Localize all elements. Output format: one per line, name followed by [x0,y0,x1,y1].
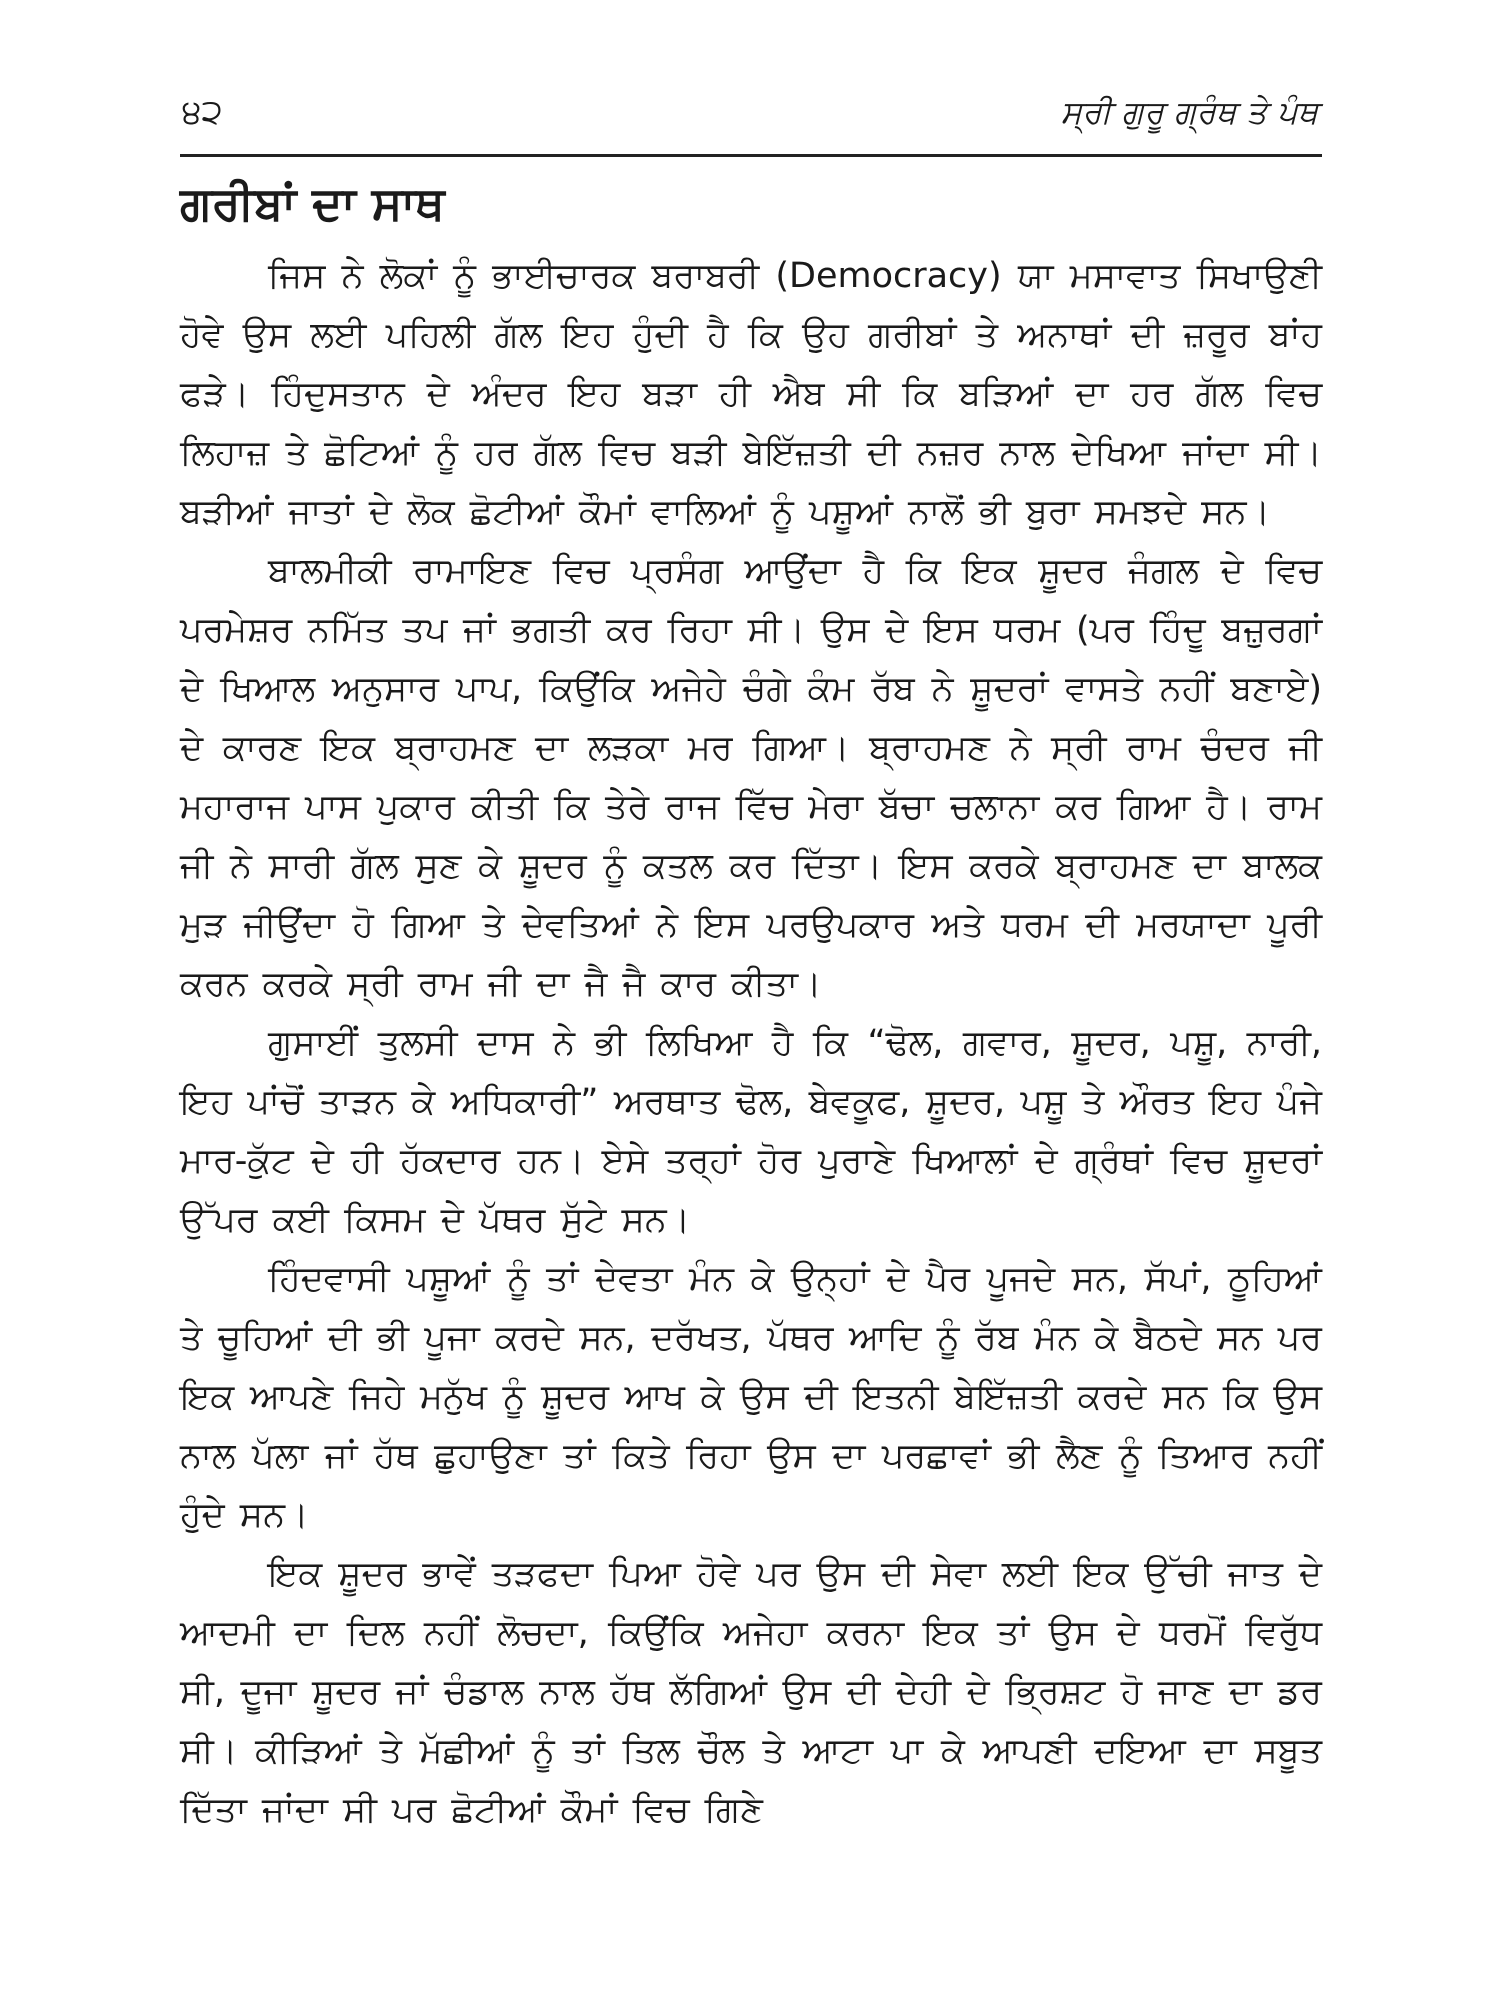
paragraph: ਬਾਲਮੀਕੀ ਰਾਮਾਇਣ ਵਿਚ ਪ੍ਰਸੰਗ ਆਉਂਦਾ ਹੈ ਕਿ ਇਕ ਸ਼ੂਦਰ ਜੰਗਲ ਦੇ ਵਿਚ ਪਰਮੇਸ਼ਰ ਨਮਿੱਤ ਤਪ ਜਾਂ ਭਗਤੀ ਕਰ ਰਿਹਾ ਸੀ। ਉਸ ਦੇ ਇਸ ਧਰਮ (ਪਰ ਹਿੰਦੂ ਬਜ਼ੁਰਗਾਂ ਦੇ ਖਿਆਲ ਅਨੁਸਾਰ ਪਾਪ, ਕਿਉਂਕਿ ਅਜੇਹੇ ਚੰਗੇ ਕੰਮ ਰੱਬ ਨੇ ਸ਼ੂਦਰਾਂ ਵਾਸਤੇ ਨਹੀਂ ਬਣਾਏ) ਦੇ ਕਾਰਣ ਇਕ ਬ੍ਰਾਹਮਣ ਦਾ ਲੜਕਾ ਮਰ ਗਿਆ। ਬ੍ਰਾਹਮਣ ਨੇ ਸ੍ਰੀ ਰਾਮ ਚੰਦਰ ਜੀ ਮਹਾਰਾਜ ਪਾਸ ਪੁਕਾਰ ਕੀਤੀ ਕਿ ਤੇਰੇ ਰਾਜ ਵਿੱਚ ਮੇਰਾ ਬੱਚਾ ਚਲਾਨਾ ਕਰ ਗਿਆ ਹੈ। ਰਾਮ ਜੀ ਨੇ ਸਾਰੀ ਗੱਲ ਸੁਣ ਕੇ ਸ਼ੂਦਰ ਨੂੰ ਕਤਲ ਕਰ ਦਿੱਤਾ। ਇਸ ਕਰਕੇ ਬ੍ਰਾਹਮਣ ਦਾ ਬਾਲਕ ਮੁੜ ਜੀਉਂਦਾ ਹੋ ਗਿਆ ਤੇ ਦੇਵਤਿਆਂ ਨੇ ਇਸ ਪਰਉਪਕਾਰ ਅਤੇ ਧਰਮ ਦੀ ਮਰਯਾਦਾ ਪੂਰੀ ਕਰਨ ਕਰਕੇ ਸ੍ਰੀ ਰਾਮ ਜੀ ਦਾ ਜੈ ਜੈ ਕਾਰ ਕੀਤਾ। [180,551,1322,1004]
running-header [180,88,1322,144]
paragraph: ਜਿਸ ਨੇ ਲੋਕਾਂ ਨੂੰ ਭਾਈਚਾਰਕ ਬਰਾਬਰੀ (Democracy) ਯਾ ਮਸਾਵਾਤ ਸਿਖਾਉਣੀ ਹੋਵੇ ਉਸ ਲਈ ਪਹਿਲੀ ਗੱਲ ਇਹ ਹੁੰਦੀ ਹੈ ਕਿ ਉਹ ਗਰੀਬਾਂ ਤੇ ਅਨਾਥਾਂ ਦੀ ਜ਼ਰੂਰ ਬਾਂਹ ਫੜੇ। ਹਿੰਦੁਸਤਾਨ ਦੇ ਅੰਦਰ ਇਹ ਬੜਾ ਹੀ ਐਬ ਸੀ ਕਿ ਬੜਿਆਂ ਦਾ ਹਰ ਗੱਲ ਵਿਚ ਲਿਹਾਜ਼ ਤੇ ਛੋਟਿਆਂ ਨੂੰ ਹਰ ਗੱਲ ਵਿਚ ਬੜੀ ਬੇਇੱਜ਼ਤੀ ਦੀ ਨਜ਼ਰ ਨਾਲ ਦੇਖਿਆ ਜਾਂਦਾ ਸੀ। ਬੜੀਆਂ ਜਾਤਾਂ ਦੇ ਲੋਕ ਛੋਟੀਆਂ ਕੌਮਾਂ ਵਾਲਿਆਂ ਨੂੰ ਪਸ਼ੂਆਂ ਨਾਲੋਂ ਭੀ ਬੁਰਾ ਸਮਝਦੇ ਸਨ। [180,256,1322,532]
body-text [180,247,1322,1840]
paragraph: ਹਿੰਦਵਾਸੀ ਪਸ਼ੂਆਂ ਨੂੰ ਤਾਂ ਦੇਵਤਾ ਮੰਨ ਕੇ ਉਨ੍ਹਾਂ ਦੇ ਪੈਰ ਪੂਜਦੇ ਸਨ, ਸੱਪਾਂ, ਠੂਹਿਆਂ ਤੇ ਚੂਹਿਆਂ ਦੀ ਭੀ ਪੂਜਾ ਕਰਦੇ ਸਨ, ਦਰੱਖਤ, ਪੱਥਰ ਆਦਿ ਨੂੰ ਰੱਬ ਮੰਨ ਕੇ ਬੈਠਦੇ ਸਨ ਪਰ ਇਕ ਆਪਣੇ ਜਿਹੇ ਮਨੁੱਖ ਨੂੰ ਸ਼ੂਦਰ ਆਖ ਕੇ ਉਸ ਦੀ ਇਤਨੀ ਬੇਇੱਜ਼ਤੀ ਕਰਦੇ ਸਨ ਕਿ ਉਸ ਨਾਲ ਪੱਲਾ ਜਾਂ ਹੱਥ ਛੁਹਾਉਣਾ ਤਾਂ ਕਿਤੇ ਰਿਹਾ ਉਸ ਦਾ ਪਰਛਾਵਾਂ ਭੀ ਲੈਣ ਨੂੰ ਤਿਆਰ ਨਹੀਂ ਹੁੰਦੇ ਸਨ। [180,1259,1322,1535]
running-title: ਸ੍ਰੀ ਗੁਰੂ ਗ੍ਰੰਥ ਤੇ ਪੰਥ [1060,93,1318,131]
paragraph: ਇਕ ਸ਼ੂਦਰ ਭਾਵੇਂ ਤੜਫਦਾ ਪਿਆ ਹੋਵੇ ਪਰ ਉਸ ਦੀ ਸੇਵਾ ਲਈ ਇਕ ਉੱਚੀ ਜਾਤ ਦੇ ਆਦਮੀ ਦਾ ਦਿਲ ਨਹੀਂ ਲੋਚਦਾ, ਕਿਉਂਕਿ ਅਜੇਹਾ ਕਰਨਾ ਇਕ ਤਾਂ ਉਸ ਦੇ ਧਰਮੋਂ ਵਿਰੁੱਧ ਸੀ, ਦੂਜਾ ਸ਼ੂਦਰ ਜਾਂ ਚੰਡਾਲ ਨਾਲ ਹੱਥ ਲੱਗਿਆਂ ਉਸ ਦੀ ਦੇਹੀ ਦੇ ਭ੍ਰਿਸ਼ਟ ਹੋ ਜਾਣ ਦਾ ਡਰ ਸੀ। ਕੀੜਿਆਂ ਤੇ ਮੱਛੀਆਂ ਨੂੰ ਤਾਂ ਤਿਲ ਚੌਲ ਤੇ ਆਟਾ ਪਾ ਕੇ ਆਪਣੀ ਦਇਆ ਦਾ ਸਬੂਤ ਦਿੱਤਾ ਜਾਂਦਾ ਸੀ ਪਰ ਛੋਟੀਆਂ ਕੌਮਾਂ ਵਿਚ ਗਿਣੇ [180,1554,1322,1830]
paragraph: ਗੁਸਾਈਂ ਤੁਲਸੀ ਦਾਸ ਨੇ ਭੀ ਲਿਖਿਆ ਹੈ ਕਿ “ਢੋਲ, ਗਵਾਰ, ਸ਼ੂਦਰ, ਪਸ਼ੂ, ਨਾਰੀ, ਇਹ ਪਾਂਚੋਂ ਤਾੜਨ ਕੇ ਅਧਿਕਾਰੀ” ਅਰਥਾਤ ਢੋਲ, ਬੇਵਕੂਫ, ਸ਼ੂਦਰ, ਪਸ਼ੂ ਤੇ ਔਰਤ ਇਹ ਪੰਜੇ ਮਾਰ-ਕੁੱਟ ਦੇ ਹੀ ਹੱਕਦਾਰ ਹਨ। ਏਸੇ ਤਰ੍ਹਾਂ ਹੋਰ ਪੁਰਾਣੇ ਖਿਆਲਾਂ ਦੇ ਗ੍ਰੰਥਾਂ ਵਿਚ ਸ਼ੂਦਰਾਂ ਉੱਪਰ ਕਈ ਕਿਸਮ ਦੇ ਪੱਥਰ ਸੁੱਟੇ ਸਨ। [180,1023,1322,1240]
page-number: ੪੨ [182,92,223,132]
header-rule [180,154,1322,157]
section-heading: ਗਰੀਬਾਂ ਦਾ ਸਾਥ [180,176,445,230]
